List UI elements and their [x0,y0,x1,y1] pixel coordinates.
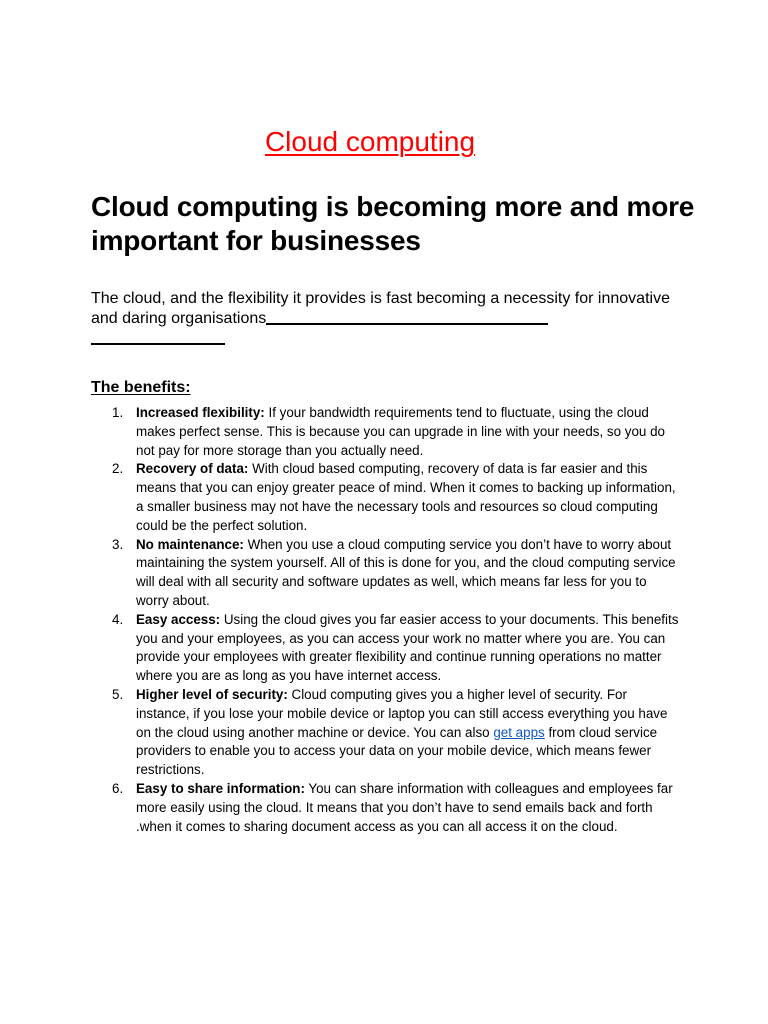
list-item [91,404,681,460]
list-number: 2. [112,461,124,477]
benefit-text-continued: from cloud service providers to enable you to access your data on your mobile device, which means fewer restrictions. [136,724,658,778]
benefit-text: You can share information with colleagues and employees far more easily using the cloud. It means that you don’t have to send emails back and forth .when it comes to sharing document access as you can all access it on the cloud. [136,780,673,834]
benefit-text: Using the cloud gives you far easier access to your documents. This benefits you and your employees, as you can access your work no matter where you are. You can provide your employees with greater flexibility and continue running operations no matter where you are as long as you have internet access. [136,611,679,684]
intro-text: The cloud, and the flexibility it provides is fast becoming a necessity for innovative and daring organisations [91,290,670,327]
get-apps-link[interactable]: get apps [493,724,545,740]
benefit-text: Cloud computing gives you a higher level of security. For instance, if you lose your mobile device or laptop you can still access everything you have on the cloud using another machine or device. You can also [136,686,668,740]
benefit-text: With cloud based computing, recovery of data is far easier and this means that you can enjoy greater peace of mind. When it comes to backing up information, a smaller business may not have the necessary tools and resources so cloud computing could be the perfect solution. [136,461,676,533]
page-title: Cloud computing [264,126,476,157]
list-item [91,460,681,535]
list-number: 3. [112,536,124,552]
benefits-list [91,404,681,836]
benefit-term: No maintenance: [136,536,244,552]
benefit-term: Recovery of data: [136,461,249,477]
headline: Cloud computing is becoming more and more important for businesses [91,191,695,256]
benefit-text: When you use a cloud computing service you don’t have to worry about maintaining the system yourself. All of this is done for you, and the cloud computing service will deal with all security and software updates as well, which means far less for you to worry about. [136,536,676,608]
intro-paragraph [91,289,691,329]
benefits-heading: The benefits: [91,379,191,396]
fill-in-blank-line [266,323,548,325]
list-item [91,780,681,836]
benefit-term: Easy to share information: [136,780,305,796]
benefit-text: If your bandwidth requirements tend to fluctuate, using the cloud makes perfect sense. This is because you can upgrade in line with your needs, so you do not pay for more storage than you actually need. [136,405,665,458]
list-item [91,611,681,686]
list-number: 6. [112,780,124,796]
benefit-term: Increased flexibility: [136,405,265,420]
list-number: 1. [112,405,124,420]
list-item [91,686,681,780]
list-number: 4. [112,611,124,627]
fill-in-blank-line-continued [91,343,225,345]
benefit-term: Higher level of security: [136,686,288,702]
list-item [91,536,681,611]
list-number: 5. [112,686,124,702]
benefit-term: Easy access: [136,611,221,627]
